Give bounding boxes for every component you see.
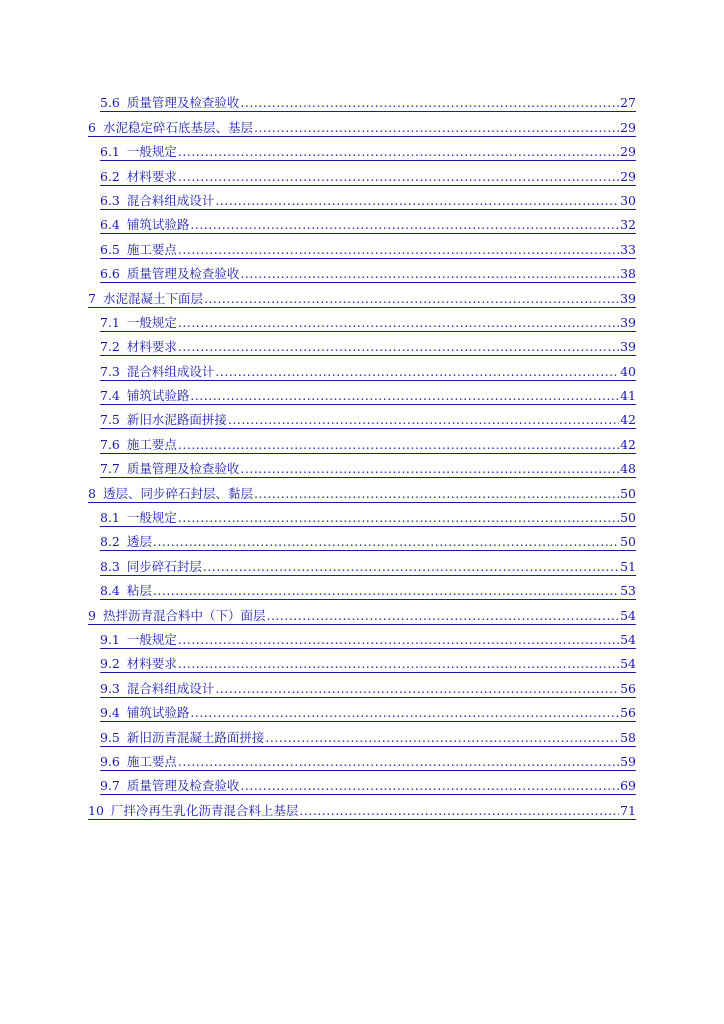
toc-entry-line bbox=[88, 120, 636, 137]
dot-leader bbox=[240, 266, 619, 281]
toc-entry-line bbox=[100, 193, 636, 210]
toc-entry-title: 厂拌冷再生乳化沥青混合料上基层 bbox=[110, 802, 299, 818]
toc-entry-line bbox=[100, 217, 636, 234]
toc-section-link[interactable] bbox=[0, 625, 724, 649]
toc-entry-title: 施工要点 bbox=[126, 241, 177, 257]
toc-entry-page-number: 39 bbox=[620, 314, 636, 330]
toc-entry-page-number: 42 bbox=[620, 436, 636, 452]
dot-leader bbox=[178, 510, 619, 525]
toc-entry-page-number: 54 bbox=[620, 631, 636, 647]
toc-section-link[interactable] bbox=[0, 186, 724, 210]
toc-entry-line bbox=[100, 559, 636, 576]
toc-entry-number: 9.2 bbox=[100, 656, 120, 672]
toc-entry-line bbox=[100, 388, 636, 405]
toc-section-link[interactable] bbox=[0, 649, 724, 673]
toc-entry-line bbox=[100, 778, 636, 795]
dot-leader bbox=[153, 583, 619, 598]
toc-section-link[interactable] bbox=[0, 747, 724, 771]
toc-entry-number: 8.3 bbox=[100, 558, 120, 574]
dot-leader bbox=[215, 193, 619, 208]
toc-entry-title: 铺筑试验路 bbox=[126, 217, 190, 233]
toc-entry-line bbox=[100, 339, 636, 356]
toc-entry-page-number: 54 bbox=[620, 607, 636, 623]
toc-section-link[interactable] bbox=[0, 429, 724, 453]
toc-entry-page-number: 40 bbox=[620, 363, 636, 379]
toc-entry-page-number: 53 bbox=[620, 583, 636, 599]
toc-entry-title: 新旧沥青混凝土路面拼接 bbox=[126, 729, 265, 745]
dot-leader bbox=[215, 364, 619, 379]
toc-entry-title: 质量管理及检查验收 bbox=[126, 778, 240, 794]
toc-entry-page-number: 51 bbox=[620, 558, 636, 574]
toc-entry-page-number: 69 bbox=[620, 778, 636, 794]
toc-entry-page-number: 30 bbox=[620, 192, 636, 208]
toc-entry-number: 9.5 bbox=[100, 729, 120, 745]
toc-entry-number: 9.3 bbox=[100, 680, 120, 696]
toc-entry-page-number: 39 bbox=[620, 290, 636, 306]
toc-entry-page-number: 33 bbox=[620, 241, 636, 257]
toc-entry-page-number: 56 bbox=[620, 680, 636, 696]
dot-leader bbox=[299, 803, 619, 818]
toc-entry-line bbox=[88, 486, 636, 503]
toc-entry-page-number: 29 bbox=[620, 144, 636, 160]
toc-entry-number: 7.7 bbox=[100, 461, 120, 477]
toc-entry-line bbox=[100, 144, 636, 161]
toc-entry-line bbox=[100, 681, 636, 698]
toc-entry-title: 施工要点 bbox=[126, 753, 177, 769]
toc-section-link[interactable] bbox=[0, 381, 724, 405]
dot-leader bbox=[178, 656, 619, 671]
toc-entry-line bbox=[100, 705, 636, 722]
toc-entry-line bbox=[100, 583, 636, 600]
toc-entry-title: 材料要求 bbox=[126, 656, 177, 672]
toc-entry-line bbox=[100, 510, 636, 527]
toc-entry-line bbox=[100, 534, 636, 551]
toc-section-link[interactable] bbox=[0, 356, 724, 380]
toc-section-link[interactable] bbox=[0, 576, 724, 600]
toc-section-link[interactable] bbox=[0, 551, 724, 575]
dot-leader bbox=[240, 778, 619, 793]
dot-leader bbox=[215, 681, 619, 696]
toc-entry-number: 6.5 bbox=[100, 241, 120, 257]
toc-chapter-link[interactable] bbox=[0, 112, 724, 136]
toc-chapter-link[interactable] bbox=[0, 600, 724, 624]
toc-entry-title: 一般规定 bbox=[126, 631, 177, 647]
toc-section-link[interactable] bbox=[0, 137, 724, 161]
toc-entry-title: 混合料组成设计 bbox=[126, 192, 215, 208]
toc-entry-line bbox=[88, 291, 636, 308]
toc-entry-page-number: 41 bbox=[620, 388, 636, 404]
toc-entry-number: 7.3 bbox=[100, 363, 120, 379]
toc-section-link[interactable] bbox=[0, 771, 724, 795]
toc-entry-title: 透层 bbox=[126, 534, 152, 550]
toc-entry-line bbox=[88, 803, 636, 820]
toc-entry-page-number: 42 bbox=[620, 412, 636, 428]
toc-entry-title: 质量管理及检查验收 bbox=[126, 266, 240, 282]
toc-entry-page-number: 54 bbox=[620, 656, 636, 672]
dot-leader bbox=[178, 315, 619, 330]
toc-entry-page-number: 39 bbox=[620, 339, 636, 355]
toc-entry-title: 材料要求 bbox=[126, 339, 177, 355]
toc-entry-title: 材料要求 bbox=[126, 168, 177, 184]
table-of-contents bbox=[0, 88, 724, 820]
toc-entry-page-number: 27 bbox=[620, 95, 636, 111]
toc-entry-line bbox=[100, 461, 636, 478]
dot-leader bbox=[153, 534, 619, 549]
toc-section-link[interactable] bbox=[0, 332, 724, 356]
toc-entry-line bbox=[100, 242, 636, 259]
toc-entry-number: 9 bbox=[88, 607, 96, 623]
toc-entry-number: 7.2 bbox=[100, 339, 120, 355]
toc-entry-line bbox=[100, 656, 636, 673]
toc-entry-number: 7 bbox=[88, 290, 96, 306]
toc-entry-title: 热拌沥青混合料中（下）面层 bbox=[102, 607, 266, 623]
toc-entry-title: 混合料组成设计 bbox=[126, 680, 215, 696]
dot-leader bbox=[204, 291, 619, 306]
toc-entry-number: 8.1 bbox=[100, 510, 120, 526]
toc-entry-number: 6 bbox=[88, 119, 96, 135]
toc-section-link[interactable] bbox=[0, 308, 724, 332]
toc-entry-title: 一般规定 bbox=[126, 144, 177, 160]
toc-entry-line bbox=[100, 437, 636, 454]
toc-entry-line bbox=[100, 632, 636, 649]
toc-entry-number: 8.4 bbox=[100, 583, 120, 599]
dot-leader bbox=[178, 754, 619, 769]
toc-entry-number: 5.6 bbox=[100, 95, 120, 111]
toc-entry-number: 9.1 bbox=[100, 631, 120, 647]
dot-leader bbox=[266, 608, 619, 623]
toc-chapter-link[interactable] bbox=[0, 478, 724, 502]
toc-entry-number: 7.5 bbox=[100, 412, 120, 428]
toc-entry-number: 8.2 bbox=[100, 534, 120, 550]
dot-leader bbox=[265, 730, 619, 745]
toc-entry-page-number: 56 bbox=[620, 705, 636, 721]
dot-leader bbox=[178, 339, 619, 354]
toc-entry-line bbox=[100, 95, 636, 112]
toc-entry-number: 8 bbox=[88, 485, 96, 501]
dot-leader bbox=[228, 412, 619, 427]
toc-entry-title: 水泥混凝土下面层 bbox=[102, 290, 203, 306]
toc-entry-page-number: 50 bbox=[620, 510, 636, 526]
toc-entry-page-number: 59 bbox=[620, 753, 636, 769]
toc-section-link[interactable] bbox=[0, 88, 724, 112]
toc-entry-title: 质量管理及检查验收 bbox=[126, 461, 240, 477]
dot-leader bbox=[178, 242, 619, 257]
dot-leader bbox=[178, 169, 619, 184]
toc-entry-line bbox=[88, 608, 636, 625]
toc-section-link[interactable] bbox=[0, 234, 724, 258]
toc-entry-number: 10 bbox=[88, 802, 104, 818]
toc-entry-line bbox=[100, 412, 636, 429]
toc-entry-title: 一般规定 bbox=[126, 314, 177, 330]
dot-leader bbox=[178, 632, 619, 647]
dot-leader bbox=[190, 217, 619, 232]
toc-entry-page-number: 48 bbox=[620, 461, 636, 477]
toc-entry-line bbox=[100, 364, 636, 381]
dot-leader bbox=[178, 437, 619, 452]
dot-leader bbox=[240, 95, 619, 110]
dot-leader bbox=[240, 461, 619, 476]
toc-entry-page-number: 38 bbox=[620, 266, 636, 282]
toc-entry-page-number: 29 bbox=[620, 119, 636, 135]
toc-section-link[interactable] bbox=[0, 722, 724, 746]
toc-entry-title: 质量管理及检查验收 bbox=[126, 95, 240, 111]
toc-entry-title: 一般规定 bbox=[126, 510, 177, 526]
toc-chapter-link[interactable] bbox=[0, 283, 724, 307]
toc-entry-number: 6.6 bbox=[100, 266, 120, 282]
dot-leader bbox=[190, 705, 619, 720]
toc-entry-page-number: 71 bbox=[620, 802, 636, 818]
toc-entry-page-number: 50 bbox=[620, 485, 636, 501]
toc-entry-page-number: 32 bbox=[620, 217, 636, 233]
dot-leader bbox=[254, 486, 619, 501]
toc-section-link[interactable] bbox=[0, 673, 724, 697]
toc-entry-title: 混合料组成设计 bbox=[126, 363, 215, 379]
toc-section-link[interactable] bbox=[0, 210, 724, 234]
toc-section-link[interactable] bbox=[0, 698, 724, 722]
toc-entry-line bbox=[100, 169, 636, 186]
toc-entry-number: 7.1 bbox=[100, 314, 120, 330]
toc-section-link[interactable] bbox=[0, 454, 724, 478]
toc-entry-title: 粘层 bbox=[126, 583, 152, 599]
toc-entry-number: 6.1 bbox=[100, 144, 120, 160]
toc-entry-title: 施工要点 bbox=[126, 436, 177, 452]
dot-leader bbox=[254, 120, 619, 135]
dot-leader bbox=[190, 388, 619, 403]
toc-section-link[interactable] bbox=[0, 259, 724, 283]
toc-entry-line bbox=[100, 730, 636, 747]
toc-entry-number: 9.7 bbox=[100, 778, 120, 794]
dot-leader bbox=[178, 144, 619, 159]
toc-entry-number: 7.6 bbox=[100, 436, 120, 452]
toc-entry-line bbox=[100, 266, 636, 283]
toc-entry-number: 7.4 bbox=[100, 388, 120, 404]
toc-entry-number: 6.3 bbox=[100, 192, 120, 208]
toc-chapter-link[interactable] bbox=[0, 795, 724, 819]
toc-entry-number: 6.2 bbox=[100, 168, 120, 184]
toc-entry-page-number: 29 bbox=[620, 168, 636, 184]
toc-entry-number: 6.4 bbox=[100, 217, 120, 233]
toc-entry-page-number: 50 bbox=[620, 534, 636, 550]
toc-section-link[interactable] bbox=[0, 405, 724, 429]
toc-entry-number: 9.6 bbox=[100, 753, 120, 769]
dot-leader bbox=[203, 559, 619, 574]
toc-entry-title: 透层、同步碎石封层、黏层 bbox=[102, 485, 253, 501]
toc-entry-number: 9.4 bbox=[100, 705, 120, 721]
toc-entry-title: 同步碎石封层 bbox=[126, 558, 202, 574]
toc-entry-title: 新旧水泥路面拼接 bbox=[126, 412, 227, 428]
toc-entry-title: 水泥稳定碎石底基层、基层 bbox=[102, 119, 253, 135]
toc-entry-line bbox=[100, 754, 636, 771]
toc-entry-page-number: 58 bbox=[620, 729, 636, 745]
toc-section-link[interactable] bbox=[0, 527, 724, 551]
toc-section-link[interactable] bbox=[0, 161, 724, 185]
toc-entry-line bbox=[100, 315, 636, 332]
toc-entry-title: 铺筑试验路 bbox=[126, 705, 190, 721]
toc-entry-title: 铺筑试验路 bbox=[126, 388, 190, 404]
toc-section-link[interactable] bbox=[0, 503, 724, 527]
